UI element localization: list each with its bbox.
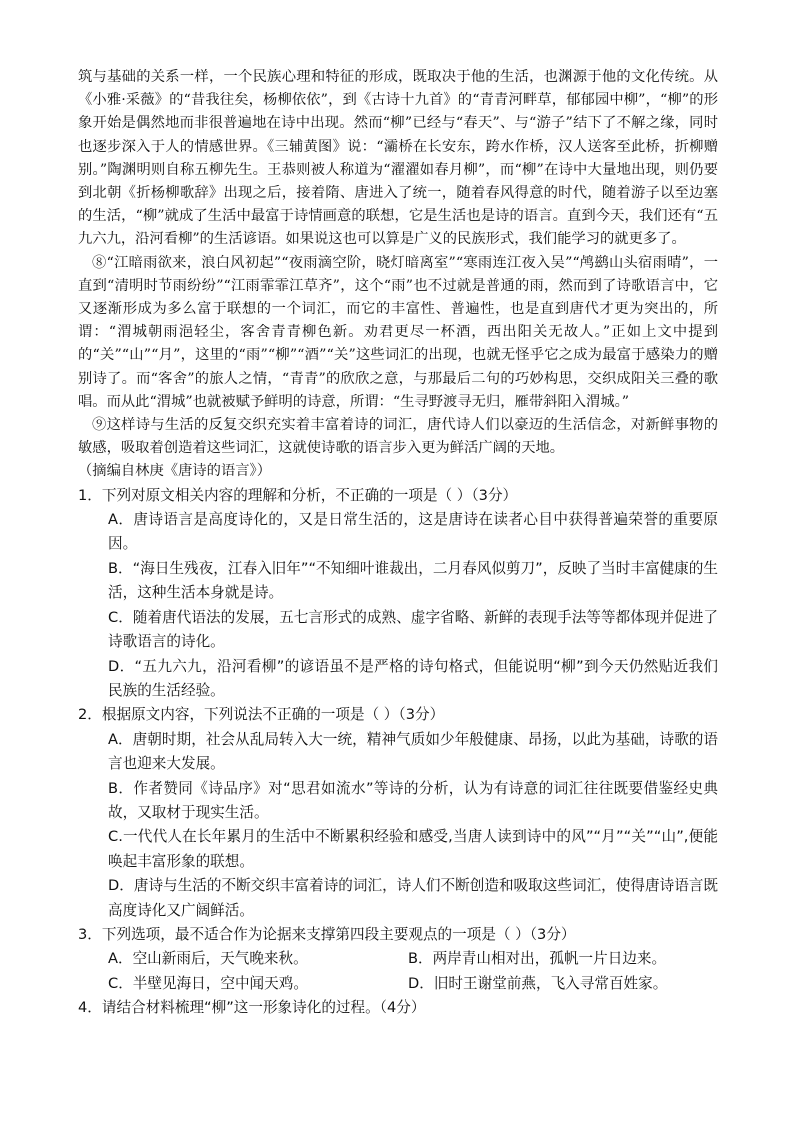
question-2 <box>78 703 718 923</box>
question-3-option-a[interactable]: A．空山新雨后，天气晚来秋。 <box>108 950 308 968</box>
question-2-option-c[interactable]: C.一代代人在长年累月的生活中不断累积经验和感受,当唐人读到诗中的风”“月”“关”“山”,便能唤起丰富形象的联想。 <box>108 828 718 870</box>
question-3-stem: 3．下列选项，最不适合作为论据来支撑第四段主要观点的一项是（ ）（3分） <box>78 925 576 943</box>
question-3-options <box>78 947 718 996</box>
question-1-option-d[interactable]: D．“五九六九，沿河看柳”的谚语虽不是严格的诗句格式，但能说明“柳”到今天仍然贴近我们民族的生活经验。 <box>108 657 718 699</box>
question-3-option-c[interactable]: C．半壁见海日，空中闻天鸡。 <box>108 974 308 992</box>
question-4 <box>78 996 718 1020</box>
exam-page <box>78 66 718 1021</box>
question-4-stem: 4．请结合材料梳理“柳”这一形象诗化的过程。（4分） <box>78 999 426 1017</box>
question-2-option-d[interactable]: D．唐诗与生活的不断交织丰富着诗的词汇，诗人们不断创造和吸取这些词汇，使得唐诗语言既高度诗化又广阔鲜活。 <box>108 877 718 919</box>
question-3-option-d[interactable]: D．旧时王谢堂前燕，飞入寻常百姓家。 <box>408 974 668 992</box>
question-3-option-b[interactable]: B．两岸青山相对出，孤帆一片日边来。 <box>408 950 667 968</box>
question-1 <box>78 484 718 704</box>
question-3 <box>78 923 718 996</box>
question-1-stem: 1．下列对原文相关内容的理解和分析，不正确的一项是（ ）（3分） <box>78 486 518 504</box>
question-2-option-b[interactable]: B．作者赞同《诗品序》对“思君如流水”等诗的分析，认为有诗意的词汇往往既要借鉴经史典故，又取材于现实生活。 <box>108 779 718 821</box>
question-2-stem: 2．根据原文内容，下列说法不正确的一项是（ ）（3分） <box>78 706 445 724</box>
reading-passage <box>78 66 718 484</box>
passage-paragraph-8: ⑧“江暗雨欲来，浪白风初起”“夜雨滴空阶，晓灯暗离室”“寒雨连江夜入吴”“鸬鹚山头宿雨晴”，一直到“清明时节雨纷纷”“江雨霏霏江草齐”，这个“雨”也不过就是普通的雨，然而到了诗歌语言中，它又逐渐形成为多么富于联想的一个词汇，而它的丰富性、普遍性，也是直到唐代才更为突出的，所谓：“渭城朝雨浥轻尘，客舍青青柳色新。劝君更尽一杯酒，西出阳关无故人。”正如上文中提到的“关”“山”“月”，这里的“雨”“柳”“酒”“关”这些词汇的出现，也就无怪乎它之成为最富于感染力的赠别诗了。而“客舍”的旅人之情，“青青”的欣欣之意，与那最后二句的巧妙构思，交织成阳关三叠的歌唱。而从此“渭城”也就被赋予鲜明的诗意，所谓：“生寻野渡寻无归，雁带斜阳入渭城。” <box>78 254 718 410</box>
passage-paragraph-7-cont: 筑与基础的关系一样，一个民族心理和特征的形成，既取决于他的生活，也渊源于他的文化传统。从《小雅·采薇》的“昔我往矣，杨柳依依”，到《古诗十九首》的“青青河畔草，郁郁园中柳”，“柳”的形象开始是偶然地而非很普遍地在诗中出现。然而“柳”已经与“春天”、与“游子”结下了不解之缘，同时也逐步深入于人的情感世界。《三辅黄图》说：“灞桥在长安东，跨水作桥，汉人送客至此桥，折柳赠别。”陶渊明则自称五柳先生。王恭则被人称道为“濯濯如春月柳”，而“柳”在诗中大量地出现，则仍要到北朝《折杨柳歌辞》出现之后，接着隋、唐进入了统一，随着春风得意的时代，随着游子以至边塞的生活，“柳”就成了生活中最富于诗情画意的联想，它是生活也是诗的语言。直到今天，我们还有“五九六九，沿河看柳”的生活谚语。如果说这也可以算是广义的民族形式，我们能学习的就更多了。 <box>78 69 718 248</box>
question-1-option-b[interactable]: B．“海日生残夜，江春入旧年”“不知细叶谁裁出，二月春风似剪刀”，反映了当时丰富健康的生活，这种生活本身就是诗。 <box>108 559 718 602</box>
passage-paragraph-9: ⑨这样诗与生活的反复交织充实着丰富着诗的词汇，唐代诗人们以豪迈的生活信念，对新鲜事物的敏感，吸取着创造着这些词汇，这就使诗歌的语言步入更为鲜活广阔的天地。 <box>78 417 718 457</box>
question-1-option-a[interactable]: A．唐诗语言是高度诗化的，又是日常生活的，这是唐诗在读者心目中获得普遍荣誉的重要原因。 <box>108 511 718 553</box>
passage-source: （摘编自林庚《唐诗的语言》） <box>78 463 272 480</box>
question-1-option-c[interactable]: C．随着唐代语法的发展，五七言形式的成熟、虚字省略、新鲜的表现手法等等都体现并促进了诗歌语言的诗化。 <box>108 608 718 651</box>
question-2-option-a[interactable]: A．唐朝时期，社会从乱局转入大一统，精神气质如少年般健康、昂扬，以此为基础，诗歌的语言也迎来大发展。 <box>108 730 718 773</box>
